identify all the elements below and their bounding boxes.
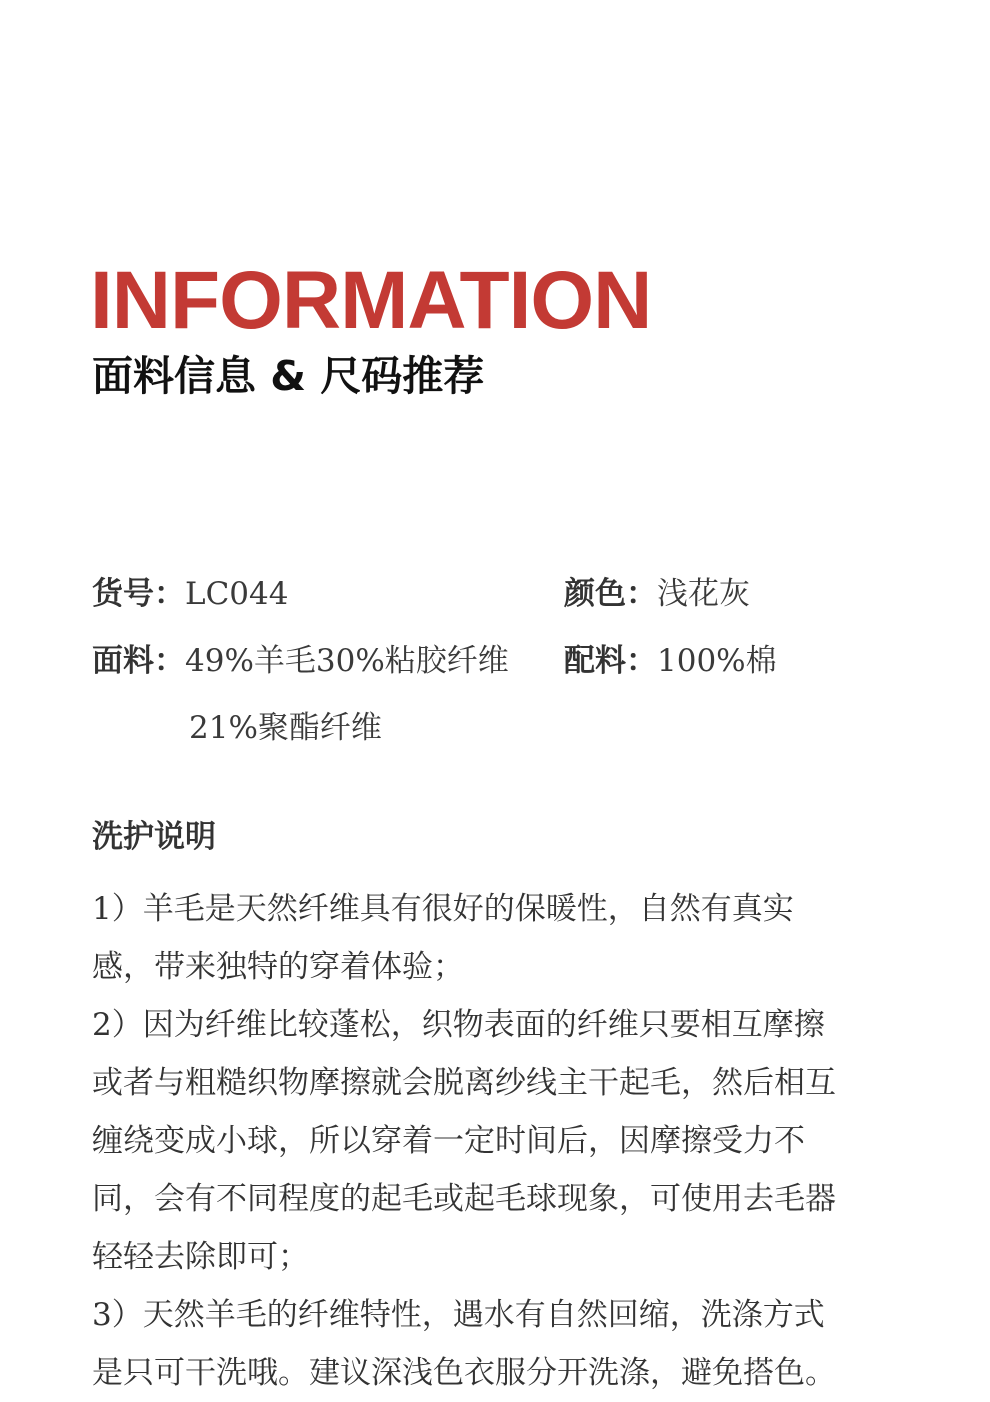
care-line: 缠绕变成小球，所以穿着一定时间后，因摩擦受力不 <box>92 1123 805 1159</box>
care-instructions-body <box>92 880 892 1402</box>
spec-item-no-label: 货号： <box>92 576 185 612</box>
spec-item-no <box>92 564 288 624</box>
spec-fabric-value-line1: 49%羊毛30%粘胶纤维 <box>185 643 509 679</box>
care-instructions-title: 洗护说明 <box>92 819 216 855</box>
spec-trim-label: 配料： <box>564 643 657 679</box>
spec-fabric-value-line2: 21%聚酯纤维 <box>189 710 382 746</box>
care-line: 同，会有不同程度的起毛或起毛球现象，可使用去毛器 <box>92 1181 836 1217</box>
spec-color <box>564 564 750 624</box>
spec-fabric-continued <box>189 698 382 758</box>
spec-trim <box>564 631 777 691</box>
care-line: 2）因为纤维比较蓬松，织物表面的纤维只要相互摩擦 <box>92 1007 825 1043</box>
care-line: 感，带来独特的穿着体验； <box>92 949 464 985</box>
care-line: 1）羊毛是天然纤维具有很好的保暖性，自然有真实 <box>92 891 794 927</box>
spec-color-value: 浅花灰 <box>657 576 750 612</box>
spec-item-no-value: LC044 <box>185 576 289 612</box>
care-line: 或者与粗糙织物摩擦就会脱离纱线主干起毛，然后相互 <box>92 1065 836 1101</box>
spec-fabric-label: 面料： <box>92 643 185 679</box>
care-line: 轻轻去除即可； <box>92 1239 309 1275</box>
care-line: 是只可干洗哦。建议深浅色衣服分开洗涤，避免搭色。 <box>92 1355 836 1391</box>
title-fabric-size: 面料信息 & 尺码推荐 <box>92 352 485 400</box>
title-information: INFORMATION <box>90 255 652 346</box>
care-line: 3）天然羊毛的纤维特性，遇水有自然回缩，洗涤方式 <box>92 1297 825 1333</box>
spec-trim-value: 100%棉 <box>657 643 777 679</box>
spec-color-label: 颜色： <box>564 576 657 612</box>
spec-fabric <box>92 631 509 691</box>
